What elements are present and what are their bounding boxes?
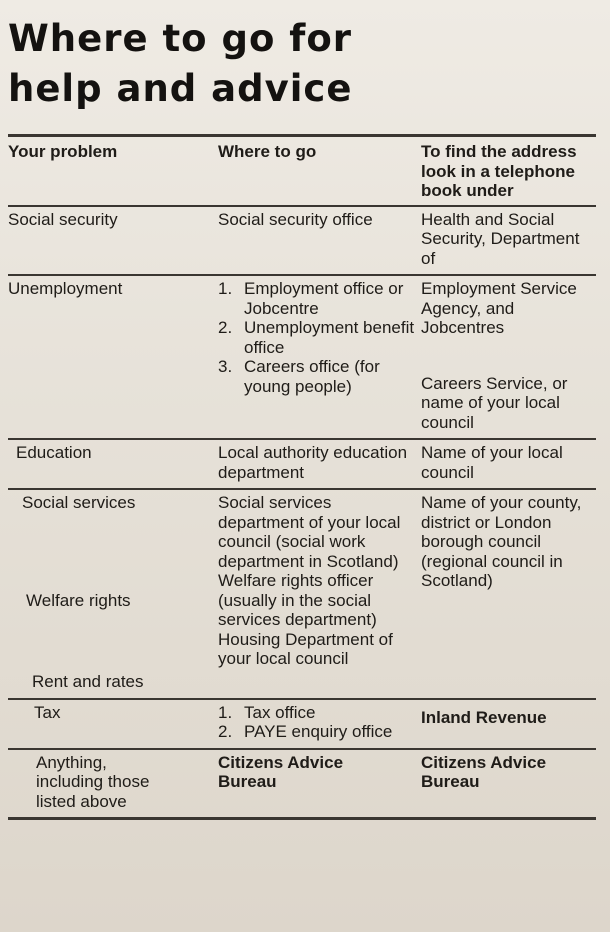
problem-cell: Unemployment <box>8 279 123 298</box>
lookup-cell: Inland Revenue <box>421 707 547 727</box>
lookup-cell: Name of your local council <box>421 443 563 482</box>
problem-cell: Social security <box>8 209 118 229</box>
table-row <box>8 207 596 275</box>
table-row <box>8 490 596 698</box>
lookup-cell: Citizens Advice Bureau <box>421 752 547 791</box>
where-cell <box>218 276 421 438</box>
problem-cell: Tax <box>34 702 61 722</box>
list-item <box>218 318 417 357</box>
list-text: Careers office (for young people) <box>244 357 380 396</box>
lookup-cell <box>421 276 596 438</box>
advice-table <box>8 134 596 820</box>
column-header-problem: Your problem <box>8 142 118 161</box>
problem-cell <box>8 490 218 698</box>
list-item <box>218 357 417 396</box>
title-line-1: Where to go for <box>8 17 353 60</box>
where-text: Housing Department of your local council <box>218 629 393 668</box>
table-bottom-rule <box>8 817 596 820</box>
problem-text: Welfare rights <box>26 590 131 610</box>
list-text: Unemployment benefit office <box>244 318 415 357</box>
problem-text: Rent and rates <box>32 672 144 691</box>
lookup-spacer <box>421 338 592 374</box>
where-list <box>218 703 417 742</box>
list-text: PAYE enquiry office <box>244 722 393 741</box>
problem-spacer <box>22 610 214 672</box>
where-cell <box>218 490 421 698</box>
where-cell: Social security office <box>218 209 373 229</box>
list-number: 2. <box>218 722 233 741</box>
table-row <box>8 440 596 488</box>
where-cell <box>218 700 421 748</box>
where-list <box>218 279 417 396</box>
table-row <box>8 750 596 818</box>
problem-cell: Education <box>16 443 92 462</box>
list-item <box>218 279 417 318</box>
list-text: Employment office or Jobcentre <box>244 279 404 318</box>
where-cell: Local authority education department <box>218 443 408 482</box>
problem-text: Social services <box>22 493 136 512</box>
title-line-2: help and advice <box>8 67 353 110</box>
table-header-row <box>8 137 596 205</box>
list-number: 1. <box>218 279 233 298</box>
where-text: Welfare rights officer (usually in the social services department) <box>218 571 377 629</box>
lookup-cell: Name of your county, district or London borough council (regional council in Scotland) <box>421 493 582 590</box>
where-text: Social services department of your local council (social work department in Scotland) <box>218 493 401 571</box>
table-row <box>8 276 596 438</box>
column-header-lookup: To find the address look in a telephone book under <box>421 142 577 200</box>
table-row <box>8 700 596 748</box>
column-header-where: Where to go <box>218 142 317 161</box>
list-item <box>218 703 417 723</box>
lookup-text: Careers Service, or name of your local council <box>421 373 568 432</box>
lookup-cell: Health and Social Security, Department of <box>421 209 580 268</box>
page-title <box>8 14 596 114</box>
list-item <box>218 722 417 742</box>
where-cell: Citizens Advice Bureau <box>218 752 344 791</box>
list-number: 3. <box>218 357 233 376</box>
problem-cell: Anything, including those listed above <box>36 752 150 811</box>
list-number: 1. <box>218 702 233 722</box>
lookup-text: Employment Service Agency, and Jobcentres <box>421 279 577 337</box>
list-text: Tax office <box>244 702 316 722</box>
problem-spacer <box>22 513 214 591</box>
list-number: 2. <box>218 318 233 337</box>
